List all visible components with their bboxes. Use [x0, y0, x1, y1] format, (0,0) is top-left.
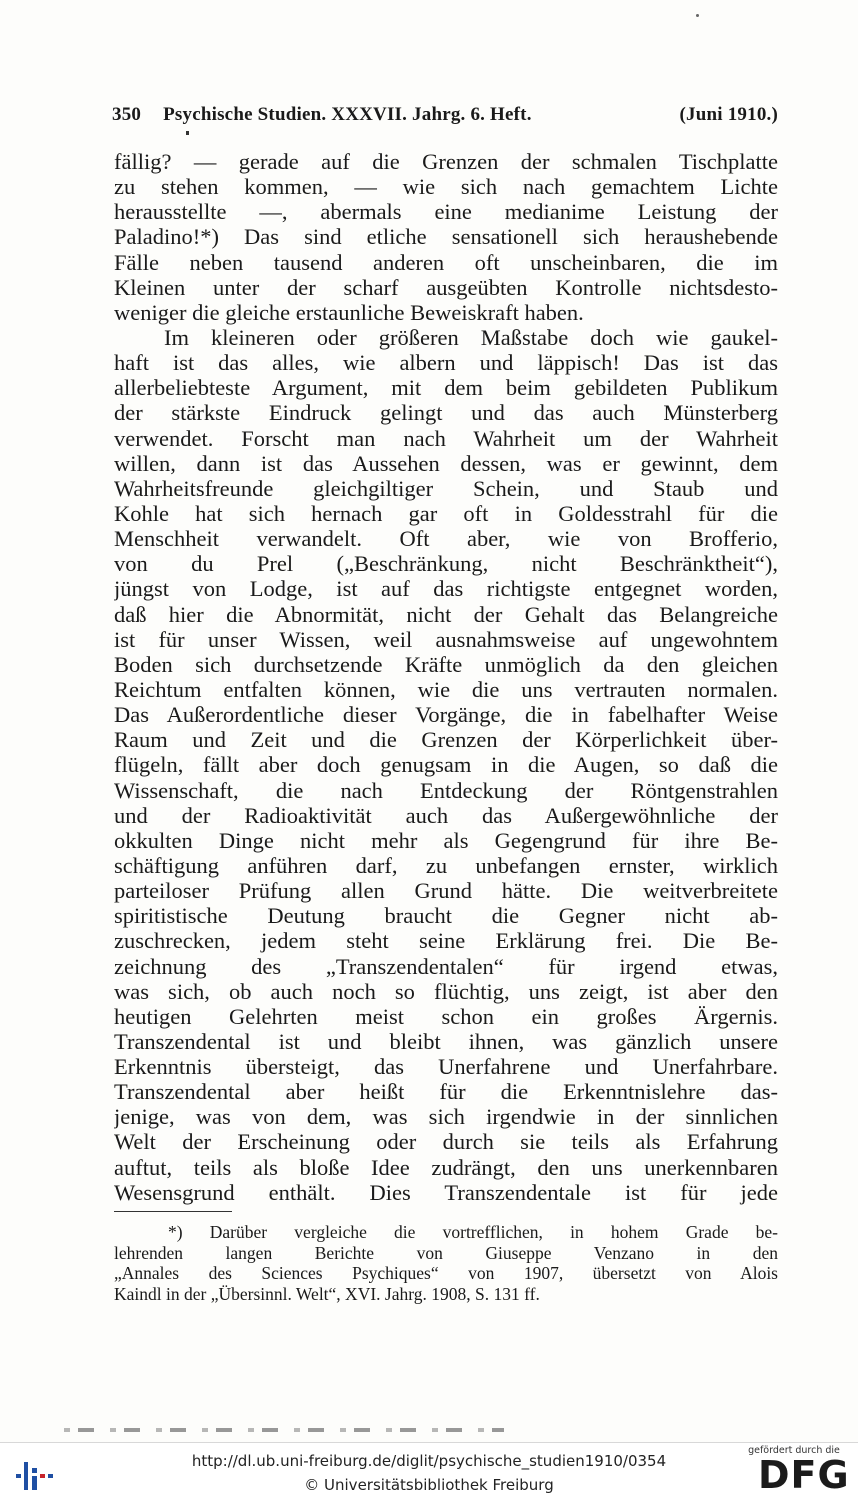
text-line: flügeln, fällt aber doch genugsam in die Augen, so daß die	[114, 752, 778, 778]
footnote-line: *) Darüber vergleiche die vortrefflichen, in hohem Grade be-	[168, 1222, 778, 1242]
running-header	[112, 104, 778, 126]
copyright-notice: © Universitätsbibliothek Freiburg	[304, 1476, 554, 1494]
footnote-line: lehrenden langen Berichte von Giuseppe Venzano in den	[114, 1242, 778, 1263]
dfg-logo: DFG	[758, 1453, 850, 1497]
footnote-rule	[114, 1211, 232, 1212]
body-text	[114, 149, 778, 1205]
text-line: ist für unser Wissen, weil ausnahmsweise auf ungewohntem	[114, 626, 778, 652]
text-line: Paladino!*) Das sind etliche sensationell sich heraushebende	[114, 224, 778, 250]
text-line: von du Prel („Beschränkung, nicht Beschränktheit“),	[114, 551, 778, 577]
scan-speck	[186, 131, 189, 135]
text-line: weniger die gleiche erstaunliche Beweiskraft haben.	[114, 299, 584, 325]
text-line: Wissenschaft, die nach Entdeckung der Röntgenstrahlen	[114, 777, 778, 803]
text-line: haft ist das alles, wie albern und läppisch! Das ist das	[114, 350, 778, 376]
text-line: Wesensgrund enthält. Dies Transzendentale ist für jede	[114, 1179, 778, 1205]
footnote	[114, 1222, 778, 1304]
text-line: daß hier die Abnormität, nicht der Gehalt das Belangreiche	[114, 601, 778, 627]
text-line: parteiloser Prüfung allen Grund hätte. Die weitverbreitete	[114, 878, 778, 904]
text-line: auftut, teils als bloße Idee zudrängt, den uns unerkennbaren	[114, 1154, 778, 1180]
text-line: Menschheit verwandelt. Oft aber, wie von Brofferio,	[114, 526, 778, 552]
footnote-line: Kaindl in der „Übersinnl. Welt“, XVI. Jahrg. 1908, S. 131 ff.	[114, 1283, 540, 1304]
scan-bleed-through	[64, 1428, 504, 1432]
text-line: Welt der Erscheinung oder durch sie teils als Erfahrung	[114, 1129, 778, 1155]
text-line: okkulten Dinge nicht mehr als Gegengrund für ihre Be-	[114, 827, 778, 853]
text-line: der stärkste Eindruck gelingt und das auch Münsterberg	[114, 400, 778, 426]
page-number: 350	[112, 104, 142, 125]
text-line: willen, dann ist das Aussehen dessen, was er gewinnt, dem	[114, 450, 778, 476]
text-line: fällig? — gerade auf die Grenzen der schmalen Tischplatte	[114, 149, 778, 174]
text-line: jüngst von Lodge, ist auf das richtigste entgegnet worden,	[114, 576, 778, 602]
text-line: Das Außerordentliche dieser Vorgänge, die in fabelhafter Weise	[114, 702, 778, 728]
text-line: Transzendental aber heißt für die Erkenntnislehre das-	[114, 1079, 778, 1105]
text-line: zeichnung des „Transzendentalen“ für irgend etwas,	[114, 953, 778, 979]
text-line: zu stehen kommen, — wie sich nach gemachtem Lichte	[114, 174, 778, 200]
text-line: spiritistische Deutung braucht die Gegner nicht ab-	[114, 903, 778, 929]
text-line: Im kleineren oder größeren Maßstabe doch wie gaukel-	[164, 324, 778, 350]
journal-title: Psychische Studien. XXXVII. Jahrg. 6. Heft.	[163, 104, 532, 125]
sponsor-caption: gefördert durch die	[748, 1445, 840, 1456]
text-line: Reichtum entfalten können, wie die uns vertrauten normalen.	[114, 676, 778, 702]
text-line: Fälle neben tausend anderen oft unscheinbaren, die im	[114, 249, 778, 275]
text-line: herausstellte —, abermals eine medianime Leistung der	[114, 199, 778, 225]
text-line: verwendet. Forscht man nach Wahrheit um der Wahrheit	[114, 425, 778, 451]
footnote-line: „Annales des Sciences Psychiques“ von 1907, übersetzt von Alois	[114, 1263, 778, 1283]
text-line: Boden sich durchsetzende Kräfte unmöglich da den gleichen	[114, 651, 778, 677]
scan-speck	[696, 14, 699, 17]
text-line: Raum und Zeit und die Grenzen der Körperlichkeit über-	[114, 727, 778, 753]
text-line: Wahrheitsfreunde gleichgiltiger Schein, und Staub und	[114, 475, 778, 501]
text-line: Erkenntnis übersteigt, das Unerfahrene und Unerfahrbare.	[114, 1054, 778, 1080]
permalink[interactable]: http://dl.ub.uni-freiburg.de/diglit/psychische_studien1910/0354	[191, 1452, 667, 1470]
text-line: jenige, was von dem, was sich irgendwie in der sinnlichen	[114, 1104, 778, 1130]
text-line: allerbeliebteste Argument, mit dem beim gebildeten Publikum	[114, 375, 778, 401]
text-line: Kleinen unter der scharf ausgeübten Kontrolle nichtsdesto-	[114, 274, 778, 300]
text-line: Transzendental ist und bleibt ihnen, was gänzlich unsere	[114, 1028, 778, 1054]
text-line: und der Radioaktivität auch das Außergewöhnliche der	[114, 802, 778, 828]
text-line: zuschrecken, jedem steht seine Erklärung frei. Die Be-	[114, 928, 778, 954]
text-line: heutigen Gelehrten meist schon ein großes Ärgernis.	[114, 1003, 778, 1029]
issue-date: (Juni 1910.)	[679, 104, 778, 125]
text-line: schäftigung anführen darf, zu unbefangen ernster, wirklich	[114, 852, 778, 878]
text-line: was sich, ob auch noch so flüchtig, uns zeigt, ist aber den	[114, 978, 778, 1004]
text-line: Kohle hat sich hernach gar oft in Goldesstrahl für die	[114, 500, 778, 526]
